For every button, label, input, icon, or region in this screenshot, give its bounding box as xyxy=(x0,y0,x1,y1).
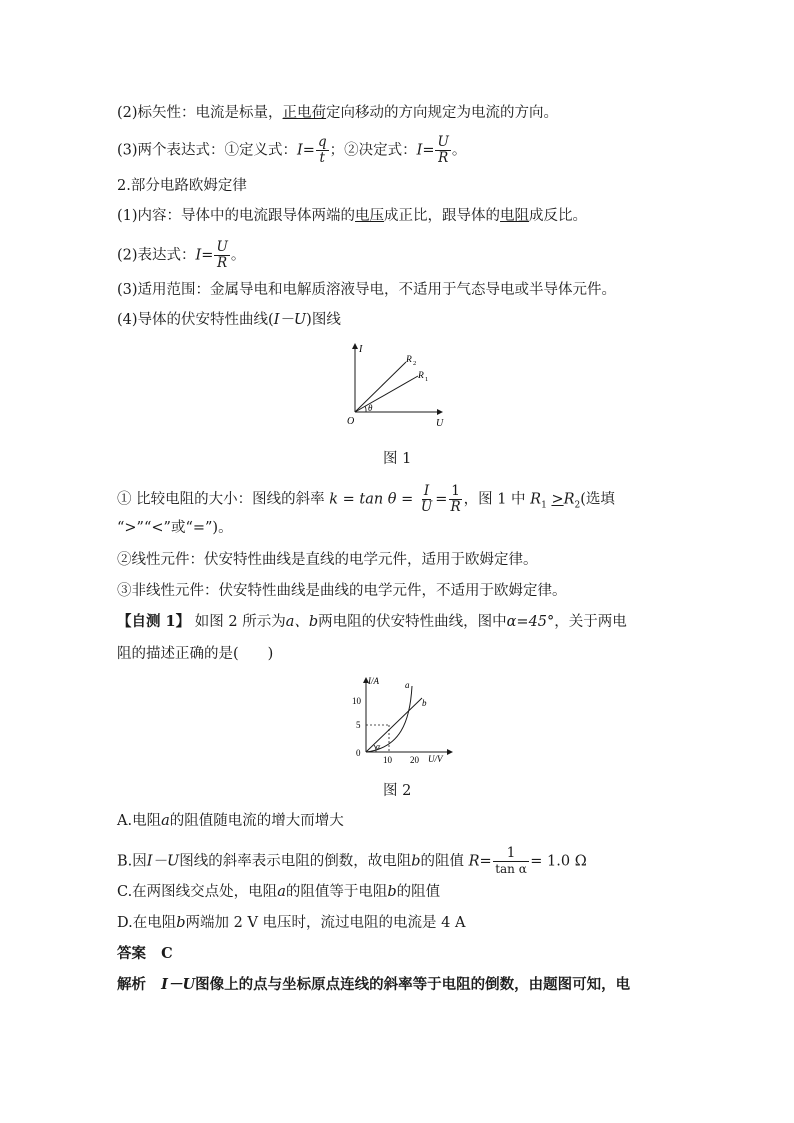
answer-voltage: 电压 xyxy=(355,208,385,224)
math-eq: = xyxy=(435,491,448,508)
x-tick: 20 xyxy=(410,755,419,765)
text: D.在电阻 xyxy=(117,915,177,931)
text: 。 xyxy=(451,142,467,159)
line-content xyxy=(117,207,587,225)
text: 的阻值 xyxy=(396,884,441,900)
option-d xyxy=(117,914,465,932)
num: U xyxy=(437,134,449,150)
option-c xyxy=(117,883,440,901)
math-eq: = xyxy=(422,142,435,159)
text: (1)内容：导体中的电流跟导体两端的 xyxy=(117,208,356,224)
fraction-I-over-U xyxy=(419,484,434,515)
text: 如图 2 所示为 xyxy=(194,614,286,630)
text: (2)表达式： xyxy=(117,247,196,264)
r2-label: R xyxy=(406,355,412,365)
answer-value: C xyxy=(161,945,173,962)
den: R xyxy=(217,255,228,271)
text: (选填 xyxy=(580,491,615,508)
line-choose-symbol: “>”“<”或“=”)。 xyxy=(117,520,233,536)
num: 1 xyxy=(451,483,460,499)
explanation-text: 图像上的点与坐标原点连线的斜率等于电阻的倒数，由题图可知，电 xyxy=(195,976,631,993)
text: ，图 1 中 xyxy=(463,491,526,508)
num: q xyxy=(317,134,327,150)
text: 的阻值随电流的增大而增大 xyxy=(169,813,344,829)
option-b xyxy=(117,846,587,877)
axis-label-U: U xyxy=(436,418,444,429)
y-tick: 0 xyxy=(356,748,361,758)
math-eq: = xyxy=(302,142,315,159)
r2-sub: 2 xyxy=(413,360,417,367)
curve-a-label: a xyxy=(405,680,410,690)
fraction-q-over-t xyxy=(316,135,329,166)
math-b: b xyxy=(387,884,397,900)
text: 的阻值 xyxy=(420,853,465,870)
answer-positive-charge: 正电荷 xyxy=(282,105,327,121)
section-heading-ohms-law: 2.部分电路欧姆定律 xyxy=(117,178,247,194)
math-I: I xyxy=(297,142,303,159)
text: C.在两图线交点处，电阻 xyxy=(117,884,278,900)
sub: 2 xyxy=(574,500,581,511)
text: 定向移动的方向规定为电流的方向。 xyxy=(326,105,559,121)
math-b: b xyxy=(176,915,186,931)
r1-sub: 1 xyxy=(425,376,429,383)
text: B.因 xyxy=(117,853,147,870)
text: )图线 xyxy=(306,312,341,328)
text: = 1.0 Ω xyxy=(530,853,587,870)
text: 两电阻的伏安特性曲线，图中 xyxy=(318,614,507,630)
math-b: b xyxy=(411,853,421,870)
text: 的阻值等于电阻 xyxy=(285,884,388,900)
axis-label-I: I xyxy=(359,344,363,355)
line-expression xyxy=(117,240,245,271)
explanation-label: 解析 xyxy=(117,976,146,993)
math-a: a xyxy=(277,884,286,900)
den: R xyxy=(450,499,461,515)
line-scope: (3)适用范围：金属导电和电解质溶液导电，不适用于气态导电或半导体元件。 xyxy=(117,282,617,298)
math-k: k = tan θ = xyxy=(329,491,414,508)
line-current-direction xyxy=(117,104,558,122)
fraction-1-over-R xyxy=(448,484,462,515)
math-eq: = xyxy=(479,853,492,870)
den: t xyxy=(319,150,325,166)
text: A.电阻 xyxy=(117,813,162,829)
text: 图线的斜率表示电阻的倒数，故电阻 xyxy=(179,853,412,870)
y-tick: 5 xyxy=(356,720,361,730)
line-two-expressions xyxy=(117,135,466,166)
answer-blank: > xyxy=(551,491,564,508)
explanation-line xyxy=(117,976,630,994)
axis-label-I-A: I/A xyxy=(368,676,379,686)
text: 。 xyxy=(230,247,246,264)
num: U xyxy=(216,239,228,255)
math-R2: R xyxy=(563,491,575,508)
line-self-test-1 xyxy=(117,613,627,631)
text: (3)两个表达式：①定义式： xyxy=(117,142,298,159)
math-I: I xyxy=(195,247,202,264)
fraction-U-over-R xyxy=(435,135,450,166)
math-R1: R xyxy=(530,491,542,508)
theta-label: θ xyxy=(368,403,373,413)
line-linear-element: ②线性元件：伏安特性曲线是直线的电学元件，适用于欧姆定律。 xyxy=(117,552,538,568)
num: 1 xyxy=(493,846,530,862)
den: U xyxy=(420,499,433,515)
answer-resistance: 电阻 xyxy=(500,208,530,224)
text: 成正比，跟导体的 xyxy=(384,208,501,224)
line-nonlinear-element: ③非线性元件：伏安特性曲线是曲线的电学元件，不适用于欧姆定律。 xyxy=(117,583,567,599)
x-tick: 10 xyxy=(383,755,392,765)
text: ；②决定式： xyxy=(329,142,417,159)
math-IU: I－U xyxy=(146,853,180,870)
num: I xyxy=(423,483,430,499)
text: (2)标矢性：电流是标量， xyxy=(117,105,283,121)
text: (4)导体的伏安特性曲线( xyxy=(117,312,274,328)
fraction-1-over-tan-alpha xyxy=(493,846,530,877)
answer-line xyxy=(117,945,173,963)
line-question: 阻的描述正确的是( ) xyxy=(117,646,274,662)
option-a xyxy=(117,812,344,830)
theta-arc xyxy=(365,406,366,412)
r1-label: R xyxy=(418,371,424,381)
curve-b-label: b xyxy=(422,698,427,708)
y-tick: 10 xyxy=(352,696,361,706)
math-eq: = xyxy=(201,247,214,264)
origin-label: O xyxy=(347,416,355,427)
math-I: I xyxy=(416,142,423,159)
figure-1-caption: 图 1 xyxy=(383,451,412,467)
math-IU: I－U xyxy=(161,976,196,993)
math-alpha: α=45° xyxy=(506,614,555,630)
den: tan α xyxy=(495,862,527,876)
answer-label: 答案 xyxy=(117,945,146,962)
den: R xyxy=(438,150,449,166)
text: 成反比。 xyxy=(529,208,588,224)
math-a: a xyxy=(161,813,170,829)
sub: 1 xyxy=(541,500,547,511)
figure-2-iu-curves xyxy=(350,672,460,768)
self-test-tag: 【自测 1】 xyxy=(117,613,191,630)
math-R: R xyxy=(468,853,480,870)
alpha-label: α xyxy=(376,742,381,751)
fraction-U-over-R xyxy=(214,240,229,271)
line-compare-resistance xyxy=(117,484,615,515)
text: ① 比较电阻的大小：图线的斜率 xyxy=(117,491,325,508)
text: 两端加 2 V 电压时，流过电阻的电流是 4 A xyxy=(185,915,466,931)
figure-1-iu-graph xyxy=(340,338,450,430)
line-iu-curve xyxy=(117,311,341,329)
figure-2-caption: 图 2 xyxy=(383,783,412,799)
axis-label-U-V: U/V xyxy=(428,754,443,764)
math-ab: a、b xyxy=(285,614,319,630)
text: ，关于两电 xyxy=(554,614,627,630)
math-IU: I－U xyxy=(273,312,307,328)
